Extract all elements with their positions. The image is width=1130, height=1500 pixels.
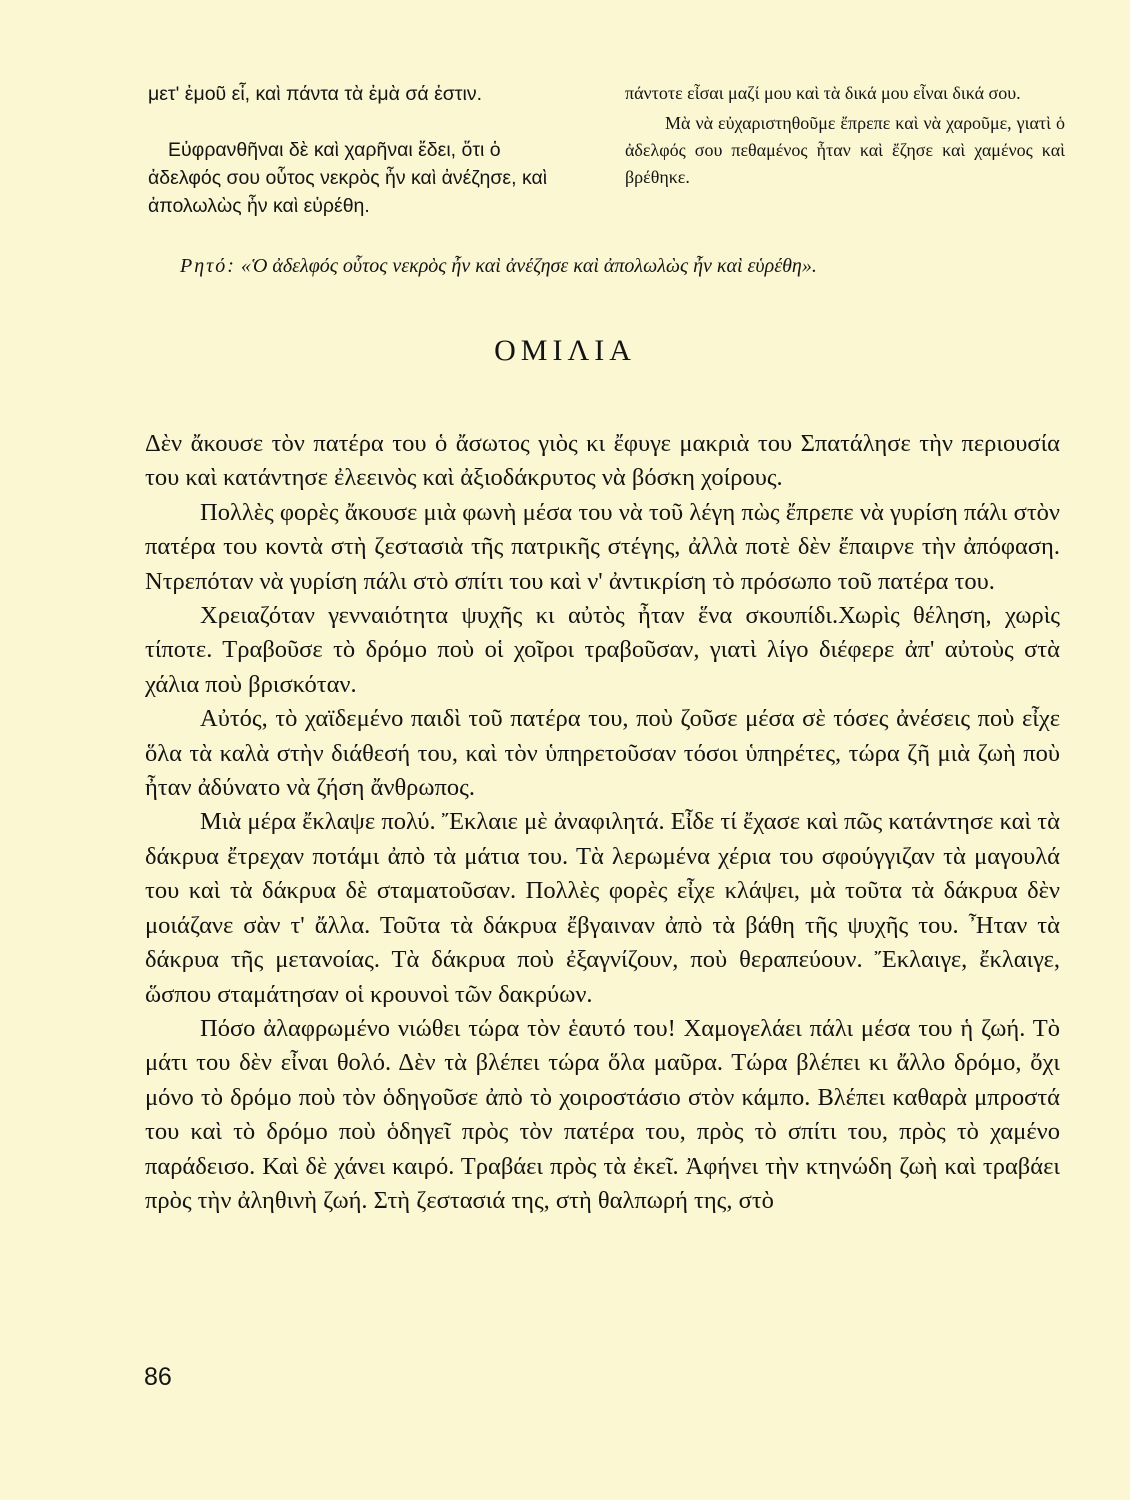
section-title: ΟΜΙΛΙΑ — [494, 334, 636, 367]
body-paragraph: Χρειαζόταν γενναιότητα ψυχῆς κι αὐτὸς ἦταν ἕνα σκουπίδι.Χωρὶς θέληση, χωρὶς τίποτε. Τραβοῦσε τὸ δρόμο ποὺ οἱ χοῖροι τραβοῦσαν, γιατὶ λίγο διέφερε ἀπ' αὐτοὺς στὰ χάλια ποὺ βρισκόταν. — [145, 602, 1060, 698]
body-paragraph: Πολλὲς φορὲς ἄκουσε μιὰ φωνὴ μέσα του νὰ τοῦ λέγη πὼς ἔπρεπε νὰ γυρίση πάλι στὸν πατέρα του κοντὰ στὴ ζεστασιὰ τῆς πατρικῆς στέγης, ἀλλὰ ποτὲ δὲν ἔπαιρνε τὴν ἀπόφαση. Ντρεπόταν νὰ γυρίση πάλι στὸ σπίτι του καὶ ν' ἀντικρίση τὸ πρόσωπο τοῦ πατέρα του. — [145, 498, 1060, 595]
body-paragraph: Μιὰ μέρα ἔκλαψε πολύ. Ἔκλαιε μὲ ἀναφιλητά. Εἶδε τί ἔχασε καὶ πῶς κατάντησε καὶ τὰ δάκρυα ἔτρεχαν ποτάμι ἀπὸ τὰ μάτια του. Τὰ λερωμένα χέρια του σφούγγιζαν τὰ μαγουλά του καὶ τὰ δάκρυα δὲ σταματοῦσαν. Πολλὲς φορὲς εἶχε κλάψει, μὰ τοῦτα τὰ δάκρυα δὲν μοιάζανε σὰν τ' ἄλλα. Τοῦτα τὰ δάκρυα ἔβγαιναν ἀπὸ τὰ βάθη τῆς ψυχῆς του. Ἦταν τὰ δάκρυα τῆς μετανοίας. Τὰ δάκρυα ποὺ ἐξαγνίζουν, ποὺ θεραπεύουν. Ἔκλαιγε, ἔκλαιγε, ὥσπου σταμάτησαν οἱ κρουνοὶ τῶν δακρύων. — [145, 808, 1060, 1008]
body-paragraph: Πόσο ἀλαφρωμένο νιώθει τώρα τὸν ἑαυτό του! Χαμογελάει πάλι μέσα του ἡ ζωή. Τὸ μάτι του δὲν εἶναι θολό. Δὲν τὰ βλέπει τώρα ὅλα μαῦρα. Τώρα βλέπει κι ἄλλο δρόμο, ὄχι μόνο τὸ δρόμο ποὺ τὸν ὁδηγοῦσε ἀπὸ τὸ χοιροστάσιο στὸν κάμπο. Βλέπει καθαρὰ μπροστά του καὶ τὸ δρόμο ποὺ ὁδηγεῖ πρὸς τὸν πατέρα του, πρὸς τὸ σπίτι του, πρὸς τὸ χαμένο παράδεισο. Καὶ δὲ χάνει καιρό. Τραβάει πρὸς τὰ ἐκεῖ. Ἀφήνει τὴν κτηνώδη ζωὴ καὶ τραβάει πρὸς τὴν ἀληθινὴ ζωή. Στὴ ζεστασιά της, στὴ θαλπωρή της, στὸ — [145, 1014, 1060, 1214]
verse-quote — [180, 251, 1060, 281]
verse-text: «Ὁ ἀδελφός οὗτος νεκρὸς ἦν καὶ ἀνέζησε καὶ ἀπολωλὼς ἦν καὶ εὑρέθη». — [240, 255, 817, 277]
homily-body — [145, 427, 1060, 1218]
page-number: 86 — [144, 1363, 172, 1391]
body-paragraph: Αὐτός, τὸ χαϊδεμένο παιδὶ τοῦ πατέρα του, ποὺ ζοῦσε μέσα σὲ τόσες ἀνέσεις ποὺ εἶχε ὅλα τὰ καλὰ στὴν διάθεσή του, καὶ τὸν ὑπηρετοῦσαν τόσοι ὑπηρέτες, τώρα ζῆ μιὰ ζωὴ ποὺ ἦταν ἀδύνατο νὰ ζήση ἄνθρωπος. — [145, 705, 1060, 802]
translation-column — [625, 80, 1065, 191]
original-text-paragraph: Εὐφρανθῆναι δὲ καὶ χαρῆναι ἔδει, ὅτι ὁ ἀδελφός σου οὗτος νεκρὸς ἦν καὶ ἀνέζησε, καὶ ἀπολωλὼς ἦν καὶ εὑρέθη. — [148, 139, 548, 217]
original-text-line: μετ' ἐμοῦ εἶ, καὶ πάντα τὰ ἐμὰ σά ἐστιν. — [148, 83, 483, 105]
verse-label: Ρητό: — [180, 255, 236, 277]
translation-paragraph: Μὰ νὰ εὐχαριστηθοῦμε ἔπρεπε καὶ νὰ χαροῦμε, γιατὶ ὁ ἀδελφός σου πεθαμένος ἦταν καὶ ἔζησε καὶ χαμένος καὶ βρέθηκε. — [625, 113, 1065, 187]
body-paragraph: Δὲν ἄκουσε τὸν πατέρα του ὁ ἄσωτος γιὸς κι ἔφυγε μακριὰ του Σπατάλησε τὴν περιουσία του καὶ κατάντησε ἐλεεινὸς καὶ ἀξιοδάκρυτος νὰ βόσκη χοίρους. — [145, 430, 1060, 492]
original-text-column — [148, 80, 568, 220]
translation-paragraph: πάντοτε εἶσαι μαζί μου καὶ τὰ δικά μου εἶναι δικά σου. — [625, 83, 1021, 103]
